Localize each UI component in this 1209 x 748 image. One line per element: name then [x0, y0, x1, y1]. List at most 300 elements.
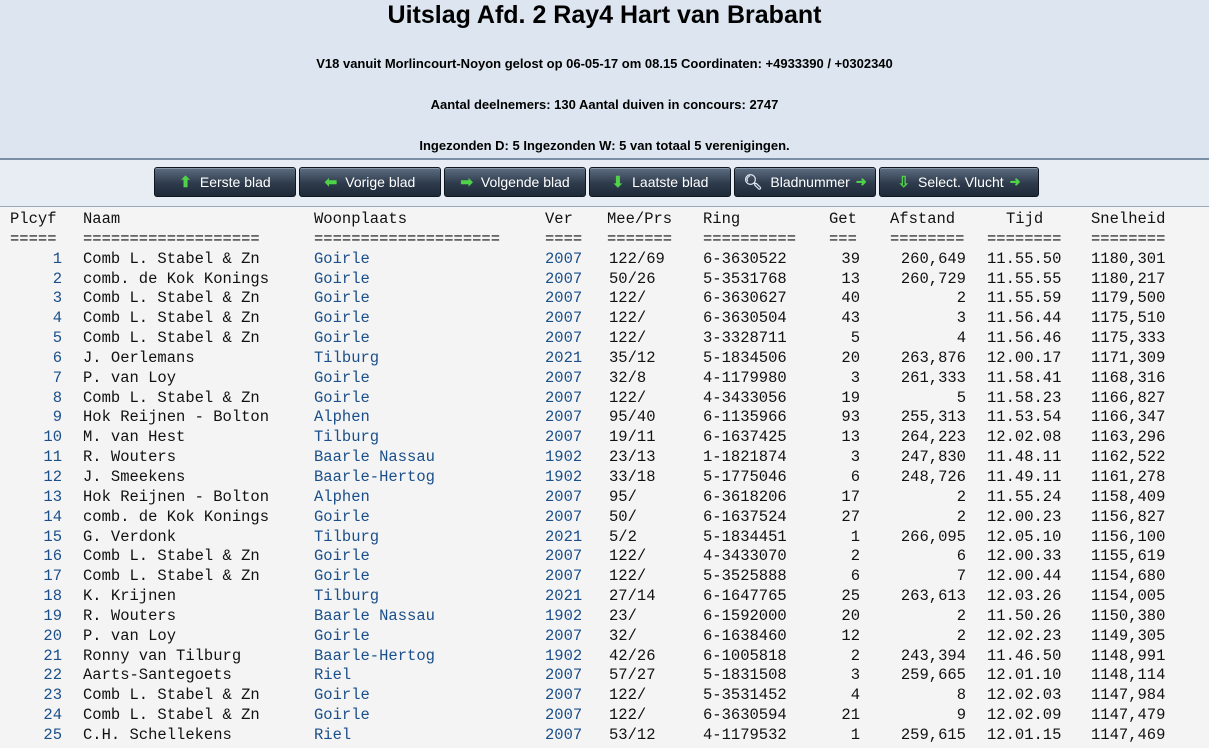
cell-naam: K. Krijnen: [83, 587, 177, 606]
cell-ring: 4-1179532: [703, 725, 787, 744]
cell-get: 1: [850, 527, 860, 546]
table-row: [0, 607, 1209, 627]
page-title: Uitslag Afd. 2 Ray4 Hart van Brabant: [387, 1, 822, 29]
cell-ring: 6-3618206: [703, 487, 787, 506]
first-page-button[interactable]: [154, 167, 296, 197]
cell-afstand: 8: [956, 686, 966, 705]
cell-tijd: 11.56.44: [987, 309, 1062, 328]
cell-afstand: 259,615: [900, 725, 966, 744]
table-row: [0, 468, 1209, 488]
go-arrow-icon: ➜: [855, 174, 867, 189]
cell-plcyf: 6: [52, 348, 62, 367]
cell-ring: 5-1775046: [703, 467, 787, 486]
cell-ring: 6-3630522: [703, 249, 787, 268]
cell-get: 27: [841, 507, 860, 526]
participants-info: Aantal deelnemers: 130 Aantal duiven in concours: 2747: [430, 97, 779, 112]
cell-ring: 6-1592000: [703, 606, 787, 625]
cell-ver[interactable]: 2007: [545, 388, 583, 407]
cell-tijd: 11.55.50: [987, 249, 1062, 268]
cell-ring: 6-1647765: [703, 587, 787, 606]
cell-afstand: 2: [956, 289, 966, 308]
cell-ver[interactable]: 2021: [545, 348, 583, 367]
cell-mee-prs: 122/: [609, 289, 647, 308]
cell-naam: Hok Reijnen - Bolton: [83, 487, 270, 506]
cell-snelheid: 1161,278: [1091, 467, 1166, 486]
cell-afstand: 2: [956, 606, 966, 625]
cell-snelheid: 1154,005: [1091, 587, 1166, 606]
cell-woonplaats[interactable]: Alphen: [314, 487, 370, 506]
cell-naam: Comb L. Stabel & Zn: [83, 289, 260, 308]
col-header-ver: Ver: [545, 210, 573, 228]
cell-plcyf: 5: [52, 329, 62, 348]
cell-snelheid: 1175,333: [1091, 329, 1166, 348]
table-row: [0, 428, 1209, 448]
cell-get: 93: [841, 408, 860, 427]
cell-snelheid: 1155,619: [1091, 547, 1166, 566]
cell-mee-prs: 57/27: [609, 666, 656, 685]
cell-snelheid: 1171,309: [1091, 348, 1166, 367]
cell-mee-prs: 27/14: [609, 587, 656, 606]
cell-woonplaats[interactable]: Tilburg: [314, 428, 380, 447]
cell-ring: 6-1005818: [703, 646, 787, 665]
cell-mee-prs: 5/2: [609, 527, 637, 546]
cell-afstand: 263,613: [900, 587, 966, 606]
arrow-up-icon: ⬆: [179, 174, 192, 191]
cell-plcyf: 18: [43, 587, 62, 606]
cell-woonplaats[interactable]: Goirle: [314, 567, 370, 586]
page-number-label: Bladnummer: [770, 174, 850, 190]
select-flight-button[interactable]: [879, 167, 1039, 197]
cell-afstand: 2: [956, 626, 966, 645]
cell-woonplaats[interactable]: Tilburg: [314, 587, 380, 606]
cell-woonplaats[interactable]: Goirle: [314, 626, 370, 645]
cell-tijd: 12.03.26: [987, 587, 1062, 606]
cell-ring: 6-3630594: [703, 706, 787, 725]
cell-ring: 5-1834506: [703, 348, 787, 367]
cell-tijd: 12.01.10: [987, 666, 1062, 685]
cell-woonplaats[interactable]: Goirle: [314, 269, 370, 288]
underline: ===================: [83, 229, 260, 248]
page-number-button[interactable]: [734, 167, 876, 197]
cell-mee-prs: 42/26: [609, 646, 656, 665]
cell-tijd: 11.58.41: [987, 368, 1062, 387]
cell-ring: 4-3433070: [703, 547, 787, 566]
cell-ver[interactable]: 2021: [545, 587, 583, 606]
table-row: [0, 686, 1209, 706]
go-arrow-icon: ➜: [1009, 174, 1021, 189]
cell-get: 6: [850, 567, 860, 586]
cell-woonplaats[interactable]: Tilburg: [314, 348, 380, 367]
table-row: [0, 289, 1209, 309]
table-row: [0, 369, 1209, 389]
cell-get: 3: [850, 448, 860, 467]
cell-mee-prs: 53/12: [609, 725, 656, 744]
cell-woonplaats[interactable]: Baarle Nassau: [314, 448, 435, 467]
cell-get: 19: [841, 388, 860, 407]
underline: ========: [1091, 229, 1166, 248]
cell-get: 5: [850, 329, 860, 348]
navigation-bar: [0, 160, 1209, 207]
cell-naam: J. Oerlemans: [83, 348, 195, 367]
cell-woonplaats[interactable]: Goirle: [314, 309, 370, 328]
cell-mee-prs: 32/8: [609, 368, 647, 387]
table-header: [0, 210, 1209, 230]
cell-tijd: 11.50.26: [987, 606, 1062, 625]
cell-plcyf: 7: [52, 368, 62, 387]
cell-naam: Comb L. Stabel & Zn: [83, 547, 260, 566]
cell-afstand: 2: [956, 507, 966, 526]
cell-get: 2: [850, 547, 860, 566]
cell-woonplaats[interactable]: Goirle: [314, 289, 370, 308]
cell-mee-prs: 122/: [609, 309, 647, 328]
table-header-underline: [0, 230, 1209, 250]
col-header-tijd: Tijd: [1006, 210, 1044, 228]
cell-ring: 6-1637524: [703, 507, 787, 526]
cell-naam: P. van Loy: [83, 368, 177, 387]
cell-ring: 5-1834451: [703, 527, 787, 546]
cell-snelheid: 1156,827: [1091, 507, 1166, 526]
cell-ver[interactable]: 2007: [545, 309, 583, 328]
cell-ver[interactable]: 2007: [545, 368, 583, 387]
previous-page-label: Vorige blad: [345, 174, 416, 190]
cell-plcyf: 17: [43, 567, 62, 586]
cell-ver[interactable]: 2007: [545, 249, 583, 268]
last-page-button[interactable]: [589, 167, 731, 197]
cell-ver[interactable]: 2007: [545, 507, 583, 526]
table-row: [0, 508, 1209, 528]
underline: ========: [890, 229, 965, 248]
underline: ====================: [314, 229, 501, 248]
cell-ring: 6-1135966: [703, 408, 787, 427]
cell-snelheid: 1163,296: [1091, 428, 1166, 447]
cell-plcyf: 1: [52, 249, 62, 268]
arrow-down-icon: ⬇: [611, 174, 625, 191]
cell-plcyf: 19: [43, 606, 62, 625]
cell-snelheid: 1148,114: [1091, 666, 1166, 685]
cell-snelheid: 1180,217: [1091, 269, 1166, 288]
cell-ring: 5-3531452: [703, 686, 787, 705]
table-row: [0, 666, 1209, 686]
results-table: [0, 210, 1209, 746]
cell-woonplaats[interactable]: Goirle: [314, 547, 370, 566]
cell-snelheid: 1147,469: [1091, 725, 1166, 744]
cell-woonplaats[interactable]: Goirle: [314, 706, 370, 725]
cell-ver[interactable]: 1902: [545, 467, 583, 486]
cell-woonplaats[interactable]: Baarle Nassau: [314, 606, 435, 625]
cell-woonplaats[interactable]: Alphen: [314, 408, 370, 427]
cell-ver[interactable]: 2007: [545, 666, 583, 685]
cell-get: 20: [841, 348, 860, 367]
cell-mee-prs: 95/40: [609, 408, 656, 427]
cell-ring: 5-1831508: [703, 666, 787, 685]
cell-ver[interactable]: 2021: [545, 527, 583, 546]
underline: ==========: [703, 229, 797, 248]
cell-mee-prs: 23/: [609, 606, 637, 625]
cell-plcyf: 16: [43, 547, 62, 566]
cell-tijd: 11.46.50: [987, 646, 1062, 665]
cell-plcyf: 3: [52, 289, 62, 308]
first-page-label: Eerste blad: [199, 174, 271, 190]
cell-ver[interactable]: 2007: [545, 706, 583, 725]
cell-afstand: 3: [956, 309, 966, 328]
cell-afstand: 261,333: [900, 368, 966, 387]
cell-ver[interactable]: 2007: [545, 567, 583, 586]
cell-ring: 5-3531768: [703, 269, 787, 288]
cell-snelheid: 1166,347: [1091, 408, 1166, 427]
cell-ver[interactable]: 2007: [545, 725, 583, 744]
table-row: [0, 408, 1209, 428]
table-row: [0, 270, 1209, 290]
table-row: [0, 547, 1209, 567]
underline: =======: [607, 229, 673, 248]
col-header-woonplaats: Woonplaats: [314, 210, 408, 228]
cell-snelheid: 1147,984: [1091, 686, 1166, 705]
cell-ver[interactable]: 1902: [545, 606, 583, 625]
cell-get: 17: [841, 487, 860, 506]
cell-snelheid: 1149,305: [1091, 626, 1166, 645]
cell-afstand: 260,729: [900, 269, 966, 288]
cell-mee-prs: 35/12: [609, 348, 656, 367]
cell-tijd: 12.00.33: [987, 547, 1062, 566]
cell-naam: R. Wouters: [83, 606, 177, 625]
cell-snelheid: 1166,827: [1091, 388, 1166, 407]
table-row: [0, 706, 1209, 726]
cell-ring: 4-3433056: [703, 388, 787, 407]
cell-afstand: 6: [956, 547, 966, 566]
col-header-snelheid: Snelheid: [1091, 210, 1166, 228]
cell-naam: Comb L. Stabel & Zn: [83, 686, 260, 705]
cell-naam: Ronny van Tilburg: [83, 646, 242, 665]
cell-tijd: 11.55.59: [987, 289, 1062, 308]
cell-get: 13: [841, 428, 860, 447]
table-row: [0, 309, 1209, 329]
cell-mee-prs: 50/26: [609, 269, 656, 288]
cell-tijd: 12.01.15: [987, 725, 1062, 744]
cell-get: 20: [841, 606, 860, 625]
arrow-left-icon: ⬅: [324, 174, 338, 191]
cell-ver[interactable]: 2007: [545, 289, 583, 308]
cell-ver[interactable]: 2007: [545, 626, 583, 645]
cell-tijd: 11.48.11: [987, 448, 1062, 467]
cell-plcyf: 20: [43, 626, 62, 645]
cell-snelheid: 1158,409: [1091, 487, 1166, 506]
cell-get: 4: [850, 686, 860, 705]
cell-tijd: 12.00.44: [987, 567, 1062, 586]
flight-info: V18 vanuit Morlincourt-Noyon gelost op 06-05-17 om 08.15 Coordinaten: +4933390 / +0302340: [316, 56, 893, 71]
cell-mee-prs: 50/: [609, 507, 637, 526]
cell-naam: Hok Reijnen - Bolton: [83, 408, 270, 427]
cell-snelheid: 1175,510: [1091, 309, 1166, 328]
cell-tijd: 11.55.24: [987, 487, 1062, 506]
cell-woonplaats[interactable]: Goirle: [314, 686, 370, 705]
cell-tijd: 11.56.46: [987, 329, 1062, 348]
table-row: [0, 528, 1209, 548]
cell-get: 21: [841, 706, 860, 725]
cell-snelheid: 1150,380: [1091, 606, 1166, 625]
next-page-label: Volgende blad: [480, 174, 570, 190]
cell-afstand: 264,223: [900, 428, 966, 447]
col-header-get: Get: [829, 210, 857, 228]
cell-naam: Comb L. Stabel & Zn: [83, 249, 260, 268]
cell-woonplaats[interactable]: Goirle: [314, 329, 370, 348]
cell-ring: 6-3630627: [703, 289, 787, 308]
cell-naam: Comb L. Stabel & Zn: [83, 309, 260, 328]
underline: ====: [545, 229, 583, 248]
col-header-ring: Ring: [703, 210, 741, 228]
cell-get: 40: [841, 289, 860, 308]
cell-ver[interactable]: 1902: [545, 448, 583, 467]
cell-mee-prs: 122/69: [609, 249, 665, 268]
cell-ver[interactable]: 2007: [545, 329, 583, 348]
col-header-mee-prs: Mee/Prs: [607, 210, 673, 228]
download-icon: ⇩: [897, 174, 911, 191]
cell-ring: 1-1821874: [703, 448, 787, 467]
magnifier-icon: 🔍︎: [743, 174, 763, 191]
cell-afstand: 243,394: [900, 646, 966, 665]
cell-ring: 6-1637425: [703, 428, 787, 447]
cell-snelheid: 1180,301: [1091, 249, 1166, 268]
cell-naam: M. van Hest: [83, 428, 186, 447]
table-row: [0, 726, 1209, 746]
cell-plcyf: 21: [43, 646, 62, 665]
cell-naam: comb. de Kok Konings: [83, 269, 270, 288]
cell-snelheid: 1154,680: [1091, 567, 1166, 586]
cell-ver[interactable]: 2007: [545, 487, 583, 506]
cell-naam: R. Wouters: [83, 448, 177, 467]
cell-woonplaats[interactable]: Tilburg: [314, 527, 380, 546]
cell-mee-prs: 122/: [609, 388, 647, 407]
cell-plcyf: 9: [52, 408, 62, 427]
cell-woonplaats[interactable]: Baarle-Hertog: [314, 467, 435, 486]
cell-plcyf: 4: [52, 309, 62, 328]
cell-get: 43: [841, 309, 860, 328]
cell-ver[interactable]: 2007: [545, 428, 583, 447]
cell-plcyf: 8: [52, 388, 62, 407]
cell-naam: Comb L. Stabel & Zn: [83, 706, 260, 725]
cell-ver[interactable]: 2007: [545, 408, 583, 427]
col-header-naam: Naam: [83, 210, 121, 228]
last-page-label: Laatste blad: [632, 174, 709, 190]
results-header: [0, 0, 1209, 160]
underline: ===: [829, 229, 857, 248]
cell-naam: J. Smeekens: [83, 467, 186, 486]
table-row: [0, 587, 1209, 607]
cell-naam: Comb L. Stabel & Zn: [83, 329, 260, 348]
cell-get: 13: [841, 269, 860, 288]
cell-tijd: 12.02.03: [987, 686, 1062, 705]
cell-afstand: 4: [956, 329, 966, 348]
cell-mee-prs: 122/: [609, 567, 647, 586]
cell-mee-prs: 33/18: [609, 467, 656, 486]
cell-plcyf: 12: [43, 467, 62, 486]
cell-afstand: 7: [956, 567, 966, 586]
cell-woonplaats[interactable]: Baarle-Hertog: [314, 646, 435, 665]
cell-ring: 6-3630504: [703, 309, 787, 328]
table-row: [0, 567, 1209, 587]
cell-ver[interactable]: 2007: [545, 547, 583, 566]
table-row: [0, 389, 1209, 409]
table-row: [0, 349, 1209, 369]
cell-afstand: 263,876: [900, 348, 966, 367]
table-row: [0, 250, 1209, 270]
cell-afstand: 248,726: [900, 467, 966, 486]
cell-afstand: 259,665: [900, 666, 966, 685]
cell-woonplaats[interactable]: Goirle: [314, 507, 370, 526]
table-row: [0, 647, 1209, 667]
cell-mee-prs: 122/: [609, 706, 647, 725]
cell-plcyf: 25: [43, 725, 62, 744]
arrow-right-icon: ➡: [460, 174, 473, 191]
cell-plcyf: 24: [43, 706, 62, 725]
cell-tijd: 11.58.23: [987, 388, 1062, 407]
table-row: [0, 448, 1209, 468]
cell-plcyf: 15: [43, 527, 62, 546]
cell-get: 6: [850, 467, 860, 486]
cell-ring: 3-3328711: [703, 329, 787, 348]
cell-plcyf: 23: [43, 686, 62, 705]
previous-page-button[interactable]: [299, 167, 441, 197]
cell-naam: P. van Loy: [83, 626, 177, 645]
cell-afstand: 9: [956, 706, 966, 725]
cell-afstand: 266,095: [900, 527, 966, 546]
cell-mee-prs: 122/: [609, 686, 647, 705]
cell-snelheid: 1179,500: [1091, 289, 1166, 308]
cell-woonplaats[interactable]: Riel: [314, 666, 352, 685]
cell-woonplaats[interactable]: Riel: [314, 725, 352, 744]
entries-info: Ingezonden D: 5 Ingezonden W: 5 van totaal 5 verenigingen.: [419, 138, 790, 153]
cell-mee-prs: 19/11: [609, 428, 656, 447]
cell-afstand: 2: [956, 487, 966, 506]
cell-plcyf: 22: [43, 666, 62, 685]
cell-mee-prs: 95/: [609, 487, 637, 506]
underline: ========: [987, 229, 1062, 248]
cell-tijd: 12.00.17: [987, 348, 1062, 367]
cell-plcyf: 14: [43, 507, 62, 526]
cell-ring: 4-1179980: [703, 368, 787, 387]
cell-tijd: 12.02.09: [987, 706, 1062, 725]
cell-tijd: 11.49.11: [987, 467, 1062, 486]
cell-tijd: 11.53.54: [987, 408, 1062, 427]
cell-woonplaats[interactable]: Goirle: [314, 249, 370, 268]
cell-afstand: 247,830: [900, 448, 966, 467]
cell-get: 3: [850, 368, 860, 387]
cell-tijd: 12.02.08: [987, 428, 1062, 447]
table-row: [0, 488, 1209, 508]
table-row: [0, 627, 1209, 647]
cell-snelheid: 1147,479: [1091, 706, 1166, 725]
cell-ver[interactable]: 2007: [545, 686, 583, 705]
cell-plcyf: 13: [43, 487, 62, 506]
cell-woonplaats[interactable]: Goirle: [314, 368, 370, 387]
cell-woonplaats[interactable]: Goirle: [314, 388, 370, 407]
cell-ver[interactable]: 2007: [545, 269, 583, 288]
cell-ring: 5-3525888: [703, 567, 787, 586]
cell-get: 39: [841, 249, 860, 268]
cell-snelheid: 1156,100: [1091, 527, 1166, 546]
cell-mee-prs: 23/13: [609, 448, 656, 467]
cell-plcyf: 2: [52, 269, 62, 288]
cell-mee-prs: 122/: [609, 547, 647, 566]
cell-ring: 6-1638460: [703, 626, 787, 645]
cell-get: 2: [850, 646, 860, 665]
cell-snelheid: 1162,522: [1091, 448, 1166, 467]
cell-naam: Comb L. Stabel & Zn: [83, 567, 260, 586]
cell-tijd: 12.05.10: [987, 527, 1062, 546]
cell-ver[interactable]: 1902: [545, 646, 583, 665]
col-header-plcyf: Plcyf: [10, 210, 57, 228]
col-header-afstand: Afstand: [890, 210, 956, 228]
next-page-button[interactable]: [444, 167, 586, 197]
